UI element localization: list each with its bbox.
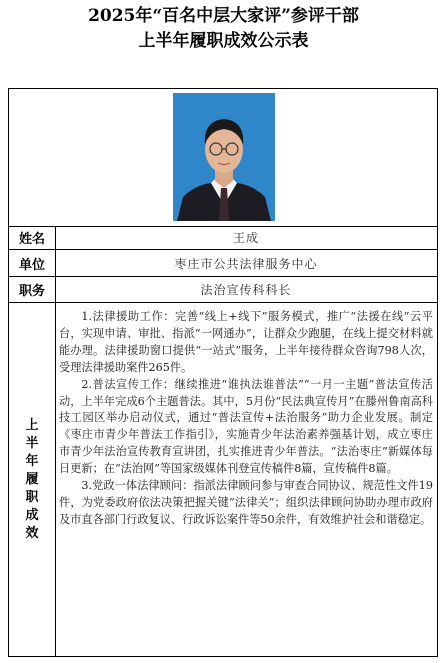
unit-value: 枣庄市公共法律服务中心 bbox=[174, 256, 318, 271]
performance-label bbox=[9, 303, 56, 656]
performance-paragraph: 3.党政一体法律顾问：指派法律顾问参与审查合同协议、规范性文件19件，为党委政府依法决策把握关键“法律关”；组织法律顾问协助办理市政府及市直各部门行政复议、行政诉讼案件等50余件，有效维护社会和谐稳定。 bbox=[59, 479, 433, 526]
performance-label-char: 年 bbox=[25, 453, 39, 469]
post-row bbox=[9, 277, 437, 303]
performance-label-char: 成 bbox=[25, 507, 39, 523]
post-label: 职务 bbox=[9, 277, 56, 302]
performance-label-char: 履 bbox=[25, 471, 39, 487]
performance-label-char: 半 bbox=[25, 435, 39, 451]
post-value: 法治宣传科科长 bbox=[200, 283, 292, 297]
portrait-illustration bbox=[173, 93, 275, 221]
title-line-2: 上半年履职成效公示表 bbox=[138, 31, 309, 51]
unit-label: 单位 bbox=[9, 250, 56, 276]
disclosure-table bbox=[8, 88, 438, 657]
performance-label-char: 职 bbox=[25, 489, 39, 505]
name-label: 姓名 bbox=[9, 226, 56, 249]
performance-label-char: 效 bbox=[25, 525, 39, 541]
performance-paragraph: 1.法律援助工作：完善“线上+线下”服务模式，推广“法援在线”云平台，实现申请、审批、指派“一网通办”，让群众少跑腿，在线上提交材料就能办理。法律援助窗口提供“一站式”服务，上半年接待群众咨询798人次，受理法律援助案件265件。 bbox=[59, 310, 433, 374]
photo-row bbox=[9, 89, 437, 227]
portrait-photo bbox=[173, 93, 275, 221]
unit-row bbox=[9, 250, 437, 277]
page-title bbox=[0, 4, 447, 54]
performance-row bbox=[9, 303, 437, 656]
name-row bbox=[9, 226, 437, 250]
performance-text bbox=[59, 309, 433, 529]
performance-label-char: 上 bbox=[25, 417, 39, 433]
performance-paragraph: 2.普法宣传工作：继续推进“谁执法谁普法”“一月一主题”普法宣传活动，上半年完成6个主题普法。其中，5月份“民法典宣传月”在滕州鲁南高科技工园区举办启动仪式，通过“普法宣传+法治服务”助力企业发展。制定《枣庄市青少年普法工作指引》，实施青少年法治素养强基计划，成立枣庄市青少年法治宣传教育宣讲团，扎实推进青少年普法。“法治枣庄”新媒体每日更新；在“法治网”等国家级媒体刊登宣传稿件8篇，宣传稿件8篇。 bbox=[59, 377, 433, 476]
title-line-1: 2025年“百名中层大家评”参评干部 bbox=[88, 6, 359, 26]
name-value: 王成 bbox=[232, 231, 259, 245]
